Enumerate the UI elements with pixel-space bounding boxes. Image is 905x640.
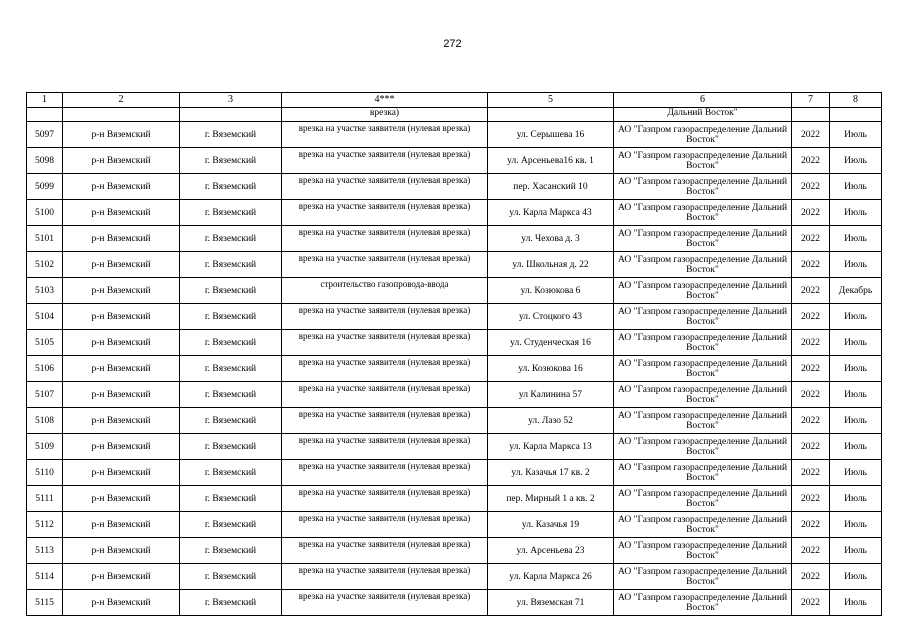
city-cell: г. Вяземский	[180, 148, 282, 174]
year-cell: 2022	[792, 460, 830, 486]
address-cell: ул. Чехова д. 3	[488, 226, 614, 252]
id-cell: 5101	[27, 226, 63, 252]
column-header: 6	[614, 93, 792, 108]
district-cell: р-н Вяземский	[63, 148, 180, 174]
work-cell: врезка на участке заявителя (нулевая врезка)	[282, 200, 488, 226]
work-cell: врезка на участке заявителя (нулевая врезка)	[282, 382, 488, 408]
work-cell: врезка на участке заявителя (нулевая врезка)	[282, 434, 488, 460]
city-cell: г. Вяземский	[180, 564, 282, 590]
table-row	[27, 486, 882, 512]
table-body	[27, 108, 882, 616]
district-cell: р-н Вяземский	[63, 174, 180, 200]
organization-cell: АО "Газпром газораспределение Дальний Восток"	[614, 200, 792, 226]
cell-empty	[830, 108, 882, 122]
address-cell: ул. Лазо 52	[488, 408, 614, 434]
month-cell: Июль	[830, 564, 882, 590]
id-cell: 5113	[27, 538, 63, 564]
table-row	[27, 278, 882, 304]
city-cell: г. Вяземский	[180, 408, 282, 434]
organization-cell: АО "Газпром газораспределение Дальний Восток"	[614, 460, 792, 486]
month-cell: Июль	[830, 590, 882, 616]
organization-cell: АО "Газпром газораспределение Дальний Восток"	[614, 304, 792, 330]
district-cell: р-н Вяземский	[63, 460, 180, 486]
organization-cell: АО "Газпром газораспределение Дальний Восток"	[614, 174, 792, 200]
month-cell: Июль	[830, 408, 882, 434]
table-row	[27, 252, 882, 278]
month-cell: Декабрь	[830, 278, 882, 304]
work-cell: врезка на участке заявителя (нулевая врезка)	[282, 122, 488, 148]
year-cell: 2022	[792, 382, 830, 408]
address-cell: ул. Козюкова 6	[488, 278, 614, 304]
month-cell: Июль	[830, 382, 882, 408]
city-cell: г. Вяземский	[180, 486, 282, 512]
address-cell: ул. Казачья 19	[488, 512, 614, 538]
organization-cell: АО "Газпром газораспределение Дальний Восток"	[614, 382, 792, 408]
address-cell: ул. Козюкова 16	[488, 356, 614, 382]
cell-empty	[63, 108, 180, 122]
organization-cell: АО "Газпром газораспределение Дальний Восток"	[614, 486, 792, 512]
year-cell: 2022	[792, 174, 830, 200]
district-cell: р-н Вяземский	[63, 330, 180, 356]
month-cell: Июль	[830, 252, 882, 278]
column-header: 4***	[282, 93, 488, 108]
table-row	[27, 200, 882, 226]
address-cell: пер. Мирный 1 а кв. 2	[488, 486, 614, 512]
address-cell: ул Калинина 57	[488, 382, 614, 408]
district-cell: р-н Вяземский	[63, 226, 180, 252]
year-cell: 2022	[792, 304, 830, 330]
district-cell: р-н Вяземский	[63, 590, 180, 616]
city-cell: г. Вяземский	[180, 174, 282, 200]
month-cell: Июль	[830, 356, 882, 382]
city-cell: г. Вяземский	[180, 382, 282, 408]
city-cell: г. Вяземский	[180, 460, 282, 486]
district-cell: р-н Вяземский	[63, 538, 180, 564]
city-cell: г. Вяземский	[180, 330, 282, 356]
district-cell: р-н Вяземский	[63, 304, 180, 330]
work-cell: врезка на участке заявителя (нулевая врезка)	[282, 590, 488, 616]
district-cell: р-н Вяземский	[63, 200, 180, 226]
id-cell: 5102	[27, 252, 63, 278]
district-cell: р-н Вяземский	[63, 356, 180, 382]
address-cell: ул. Карла Маркса 13	[488, 434, 614, 460]
organization-cell: АО "Газпром газораспределение Дальний Восток"	[614, 564, 792, 590]
year-cell: 2022	[792, 122, 830, 148]
organization-cell: АО "Газпром газораспределение Дальний Восток"	[614, 330, 792, 356]
continuation-work-cell: врезка)	[282, 108, 488, 122]
year-cell: 2022	[792, 252, 830, 278]
table-row	[27, 408, 882, 434]
month-cell: Июль	[830, 122, 882, 148]
city-cell: г. Вяземский	[180, 278, 282, 304]
table-row	[27, 538, 882, 564]
table-row	[27, 122, 882, 148]
year-cell: 2022	[792, 356, 830, 382]
month-cell: Июль	[830, 200, 882, 226]
cell-empty	[792, 108, 830, 122]
table-row	[27, 460, 882, 486]
id-cell: 5099	[27, 174, 63, 200]
organization-cell: АО "Газпром газораспределение Дальний Восток"	[614, 278, 792, 304]
organization-cell: АО "Газпром газораспределение Дальний Восток"	[614, 512, 792, 538]
organization-cell: АО "Газпром газораспределение Дальний Восток"	[614, 434, 792, 460]
work-cell: врезка на участке заявителя (нулевая врезка)	[282, 486, 488, 512]
id-cell: 5105	[27, 330, 63, 356]
work-cell: строительство газопровода-ввода	[282, 278, 488, 304]
header-row	[27, 93, 882, 108]
cell-empty	[27, 108, 63, 122]
city-cell: г. Вяземский	[180, 304, 282, 330]
table-row	[27, 512, 882, 538]
work-cell: врезка на участке заявителя (нулевая врезка)	[282, 330, 488, 356]
city-cell: г. Вяземский	[180, 356, 282, 382]
district-cell: р-н Вяземский	[63, 382, 180, 408]
address-cell: ул. Студенческая 16	[488, 330, 614, 356]
year-cell: 2022	[792, 408, 830, 434]
city-cell: г. Вяземский	[180, 226, 282, 252]
table-row	[27, 356, 882, 382]
district-cell: р-н Вяземский	[63, 564, 180, 590]
work-cell: врезка на участке заявителя (нулевая врезка)	[282, 538, 488, 564]
table-row	[27, 174, 882, 200]
work-cell: врезка на участке заявителя (нулевая врезка)	[282, 226, 488, 252]
organization-cell: АО "Газпром газораспределение Дальний Восток"	[614, 590, 792, 616]
address-cell: ул. Арсеньева16 кв. 1	[488, 148, 614, 174]
address-cell: ул. Арсеньева 23	[488, 538, 614, 564]
year-cell: 2022	[792, 512, 830, 538]
id-cell: 5115	[27, 590, 63, 616]
year-cell: 2022	[792, 278, 830, 304]
column-header: 5	[488, 93, 614, 108]
table-row	[27, 226, 882, 252]
table-row	[27, 330, 882, 356]
city-cell: г. Вяземский	[180, 538, 282, 564]
organization-cell: АО "Газпром газораспределение Дальний Восток"	[614, 122, 792, 148]
city-cell: г. Вяземский	[180, 200, 282, 226]
district-cell: р-н Вяземский	[63, 252, 180, 278]
column-header: 7	[792, 93, 830, 108]
work-cell: врезка на участке заявителя (нулевая врезка)	[282, 148, 488, 174]
address-cell: пер. Хасанский 10	[488, 174, 614, 200]
id-cell: 5104	[27, 304, 63, 330]
id-cell: 5107	[27, 382, 63, 408]
month-cell: Июль	[830, 304, 882, 330]
column-header: 2	[63, 93, 180, 108]
year-cell: 2022	[792, 538, 830, 564]
id-cell: 5106	[27, 356, 63, 382]
table-row	[27, 564, 882, 590]
column-header: 8	[830, 93, 882, 108]
month-cell: Июль	[830, 512, 882, 538]
district-cell: р-н Вяземский	[63, 408, 180, 434]
organization-cell: АО "Газпром газораспределение Дальний Восток"	[614, 252, 792, 278]
address-cell: ул. Казачья 17 кв. 2	[488, 460, 614, 486]
month-cell: Июль	[830, 226, 882, 252]
id-cell: 5111	[27, 486, 63, 512]
id-cell: 5109	[27, 434, 63, 460]
page-number: 272	[443, 38, 462, 50]
id-cell: 5103	[27, 278, 63, 304]
id-cell: 5097	[27, 122, 63, 148]
id-cell: 5098	[27, 148, 63, 174]
work-cell: врезка на участке заявителя (нулевая врезка)	[282, 356, 488, 382]
month-cell: Июль	[830, 486, 882, 512]
address-cell: ул. Школьная д. 22	[488, 252, 614, 278]
organization-cell: АО "Газпром газораспределение Дальний Восток"	[614, 408, 792, 434]
year-cell: 2022	[792, 434, 830, 460]
work-cell: врезка на участке заявителя (нулевая врезка)	[282, 304, 488, 330]
year-cell: 2022	[792, 226, 830, 252]
month-cell: Июль	[830, 148, 882, 174]
month-cell: Июль	[830, 330, 882, 356]
work-cell: врезка на участке заявителя (нулевая врезка)	[282, 460, 488, 486]
table-row	[27, 382, 882, 408]
organization-cell: АО "Газпром газораспределение Дальний Восток"	[614, 148, 792, 174]
district-cell: р-н Вяземский	[63, 434, 180, 460]
city-cell: г. Вяземский	[180, 590, 282, 616]
year-cell: 2022	[792, 330, 830, 356]
address-cell: ул. Серышева 16	[488, 122, 614, 148]
address-cell: ул. Стоцкого 43	[488, 304, 614, 330]
address-cell: ул. Карла Маркса 43	[488, 200, 614, 226]
city-cell: г. Вяземский	[180, 252, 282, 278]
data-table	[26, 92, 882, 616]
district-cell: р-н Вяземский	[63, 122, 180, 148]
table-row	[27, 434, 882, 460]
district-cell: р-н Вяземский	[63, 486, 180, 512]
work-cell: врезка на участке заявителя (нулевая врезка)	[282, 252, 488, 278]
year-cell: 2022	[792, 590, 830, 616]
cell-empty	[180, 108, 282, 122]
work-cell: врезка на участке заявителя (нулевая врезка)	[282, 408, 488, 434]
table-row	[27, 148, 882, 174]
district-cell: р-н Вяземский	[63, 278, 180, 304]
work-cell: врезка на участке заявителя (нулевая врезка)	[282, 512, 488, 538]
month-cell: Июль	[830, 538, 882, 564]
city-cell: г. Вяземский	[180, 512, 282, 538]
column-header: 3	[180, 93, 282, 108]
city-cell: г. Вяземский	[180, 122, 282, 148]
cell-empty	[488, 108, 614, 122]
year-cell: 2022	[792, 148, 830, 174]
year-cell: 2022	[792, 486, 830, 512]
address-cell: ул. Вяземская 71	[488, 590, 614, 616]
continuation-row	[27, 108, 882, 122]
id-cell: 5108	[27, 408, 63, 434]
work-cell: врезка на участке заявителя (нулевая врезка)	[282, 564, 488, 590]
month-cell: Июль	[830, 460, 882, 486]
continuation-org-cell: Дальний Восток"	[614, 108, 792, 122]
table-row	[27, 304, 882, 330]
id-cell: 5110	[27, 460, 63, 486]
address-cell: ул. Карла Маркса 26	[488, 564, 614, 590]
month-cell: Июль	[830, 174, 882, 200]
organization-cell: АО "Газпром газораспределение Дальний Восток"	[614, 356, 792, 382]
district-cell: р-н Вяземский	[63, 512, 180, 538]
work-cell: врезка на участке заявителя (нулевая врезка)	[282, 174, 488, 200]
id-cell: 5100	[27, 200, 63, 226]
table-row	[27, 590, 882, 616]
id-cell: 5112	[27, 512, 63, 538]
id-cell: 5114	[27, 564, 63, 590]
column-header: 1	[27, 93, 63, 108]
city-cell: г. Вяземский	[180, 434, 282, 460]
month-cell: Июль	[830, 434, 882, 460]
year-cell: 2022	[792, 200, 830, 226]
organization-cell: АО "Газпром газораспределение Дальний Восток"	[614, 226, 792, 252]
organization-cell: АО "Газпром газораспределение Дальний Восток"	[614, 538, 792, 564]
year-cell: 2022	[792, 564, 830, 590]
